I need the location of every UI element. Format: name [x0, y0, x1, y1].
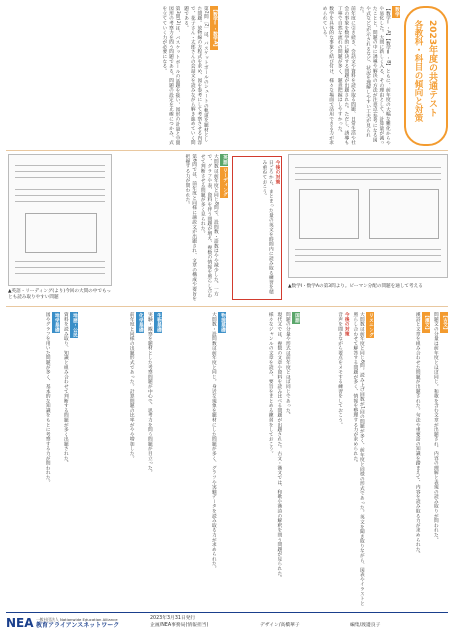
national-language-countermeasure: 様々なジャンルの文章を読み、要旨をまとめる練習をしておこう。	[268, 312, 274, 456]
listening-countermeasure-heading: 今後の対策	[344, 312, 350, 336]
math-subheading: 【数学Ⅰ・数学A】	[210, 6, 218, 50]
classics-heading: 【古文】	[440, 312, 448, 333]
listening-section	[304, 312, 374, 608]
math-continued-section	[6, 6, 218, 146]
listening-countermeasure: 音声を聞きながら要点をメモする練習をしておこう。	[337, 312, 343, 427]
earth-heading: 地学基礎	[52, 312, 60, 333]
design-credit: デザイン/高橋華子	[260, 623, 300, 628]
organization-name-en: 一般社団法人 Nationwide Education Alliance	[36, 617, 118, 622]
reading-heading: リーディング	[220, 167, 228, 198]
divider	[6, 306, 448, 307]
math-heading: 数学	[392, 6, 400, 18]
page-subtitle: 各教科・科目の傾向と対策	[413, 20, 423, 122]
math-paragraph-4: 第2問〔2〕は、バスケットボールのシュートの軌道を題材とした問題。放物線の方程式を求め、図を参考にして考察させる内容で、花子さん・太郎さんの会話文を読みながら解き進めていく問題である。	[183, 6, 209, 145]
physics-section	[166, 312, 226, 608]
english-figure-caption: ▲英語・リーディング(より)今回の大問の中でもっとも読み取りやすい問題	[8, 289, 112, 300]
national-language-heading: 国語	[292, 312, 300, 324]
physics-text: 大問数・設問数は前年度と同じ。身近な現象を題材にした問題が多く、グラフや実験データを読み取る力が求められた。	[211, 312, 217, 571]
divider	[6, 150, 448, 151]
science-section	[82, 312, 162, 608]
listening-heading: リスニング	[366, 312, 374, 338]
english-countermeasure	[234, 160, 280, 298]
biology-text: 実験・観察を題材とした考察問題が中心で、思考力を問う問題が目立った。	[147, 312, 153, 475]
math-paragraph-2: 前年度に引き続き、会話文や資料を読み取る問題、日常生活や社会の事象を数学的に解決する問題が出題された。ただし、誘導も丁寧で自然な流れの問題が多く、題意把握はしやすかった。	[337, 6, 356, 145]
math-paragraph-3: 数学を具体的な事象と結び付け、様々な場面で活用できる力が求められている。	[322, 6, 334, 145]
english-section	[118, 154, 228, 302]
math-section	[222, 6, 400, 146]
chemistry-heading: 化学基礎	[136, 312, 144, 333]
national-language-paragraph-1: 問題の分量や形式は前年度とほぼ同じであった。	[285, 312, 291, 418]
chinese-classics-heading: 【漢文】	[422, 312, 430, 333]
math-figure	[288, 154, 448, 278]
countermeasure-heading: 今後の対策	[275, 160, 280, 184]
issue-date: 2023年3月31日発行	[150, 616, 196, 621]
english-figure	[8, 154, 112, 286]
page-title-badge	[404, 6, 448, 146]
english-heading: 英語	[220, 154, 228, 166]
society-heading: 地歴・公民	[70, 312, 78, 338]
society-text: 資料を読み取り、知識と組み合わせて判断する問題が多く出題された。	[63, 312, 69, 466]
classics-section	[378, 312, 448, 608]
page-title: 2023年度の共通テスト	[427, 20, 437, 118]
organization-logo: NEA	[6, 616, 34, 630]
editor-credit: 企画/NEA事務局(情報担当)	[150, 623, 209, 628]
chemistry-text: 前年度と同様の出題形式であった。計算問題の比率がやや増加した。	[129, 312, 135, 461]
math-paragraph-1: 【数学Ⅰ・A】【数学Ⅱ・B】ともに、前年度の大幅な難化からやや易化した。大問に新しく入る、その理由として、計算量が減ったことと、問題の中に誘導や解決の方法が注意点(参考になる図や式など)が示されるなど、状況を理解しやすい工夫が見られた。	[359, 6, 391, 146]
chinese-classics-text: 漢詩と文章を組み合わせた問題が出題された。句法や重要語の知識を踏まえて、内容を読み取る力が求められた。	[415, 312, 421, 557]
countermeasure-text: 日ごろから、まとまった量の英文を時間内に読み取る練習を積み重ねておこう。	[261, 160, 274, 295]
math-paragraph-5: 第3問(2)は、バスケットボールの話題を扱い、図形の計量と空間図形の考察力を問う問題である。問題の設定を正確につかみ、式を立てていく力が必要になる。	[161, 6, 181, 146]
earth-text: 図やグラフを用いた問題が多く、基本的な知識をもとに考察する力が問われた。	[45, 312, 51, 485]
english-paragraph-2: 第6問では、前年度と同様に論説文が出題され、文章の構成や要旨を把握する力が問われた。	[185, 154, 197, 301]
physics-heading: 物理基礎	[218, 312, 226, 333]
classics-text: 問題文の分量は前年度とほぼ同じ。和歌を含む文章が出題され、内容の理解と表現の読み取りが問われた。	[433, 312, 439, 542]
listening-text: 大問数は前年度と同じ6問。読み上げ回数が1回の問題が多く、前年度と同様の形式であった。英文を聞き取りながら、図表やイラストと照らし合わせて解答する問題が多く、情報を整理する力が求められた。	[352, 312, 365, 606]
math-figure-caption: ▲数学Ⅰ・数学Aの第3問より。ピーマン分配の問題を通して考える	[288, 284, 423, 289]
biology-heading: 生物基礎	[154, 312, 162, 333]
society-section	[8, 312, 78, 608]
organization-name: 教育アライアンスネットワーク	[36, 622, 120, 629]
national-language-paragraph-2: 現代文では、複数の文章や資料を読み比べる問題が出題された。古文・漢文では、和歌や漢詩の解釈を問う問題が見られた。	[276, 312, 282, 581]
writer-credit: 編集/渡邊良子	[350, 623, 381, 628]
english-paragraph-1: 大問数は前年度と同じ8問で、設問数・語数はやや減少した。一方で、グラフや表、資料を伴う問題が増え、複数の情報を照らし合わせて判断させる問題が多く見られた。	[200, 154, 219, 298]
national-language-section	[230, 312, 300, 608]
